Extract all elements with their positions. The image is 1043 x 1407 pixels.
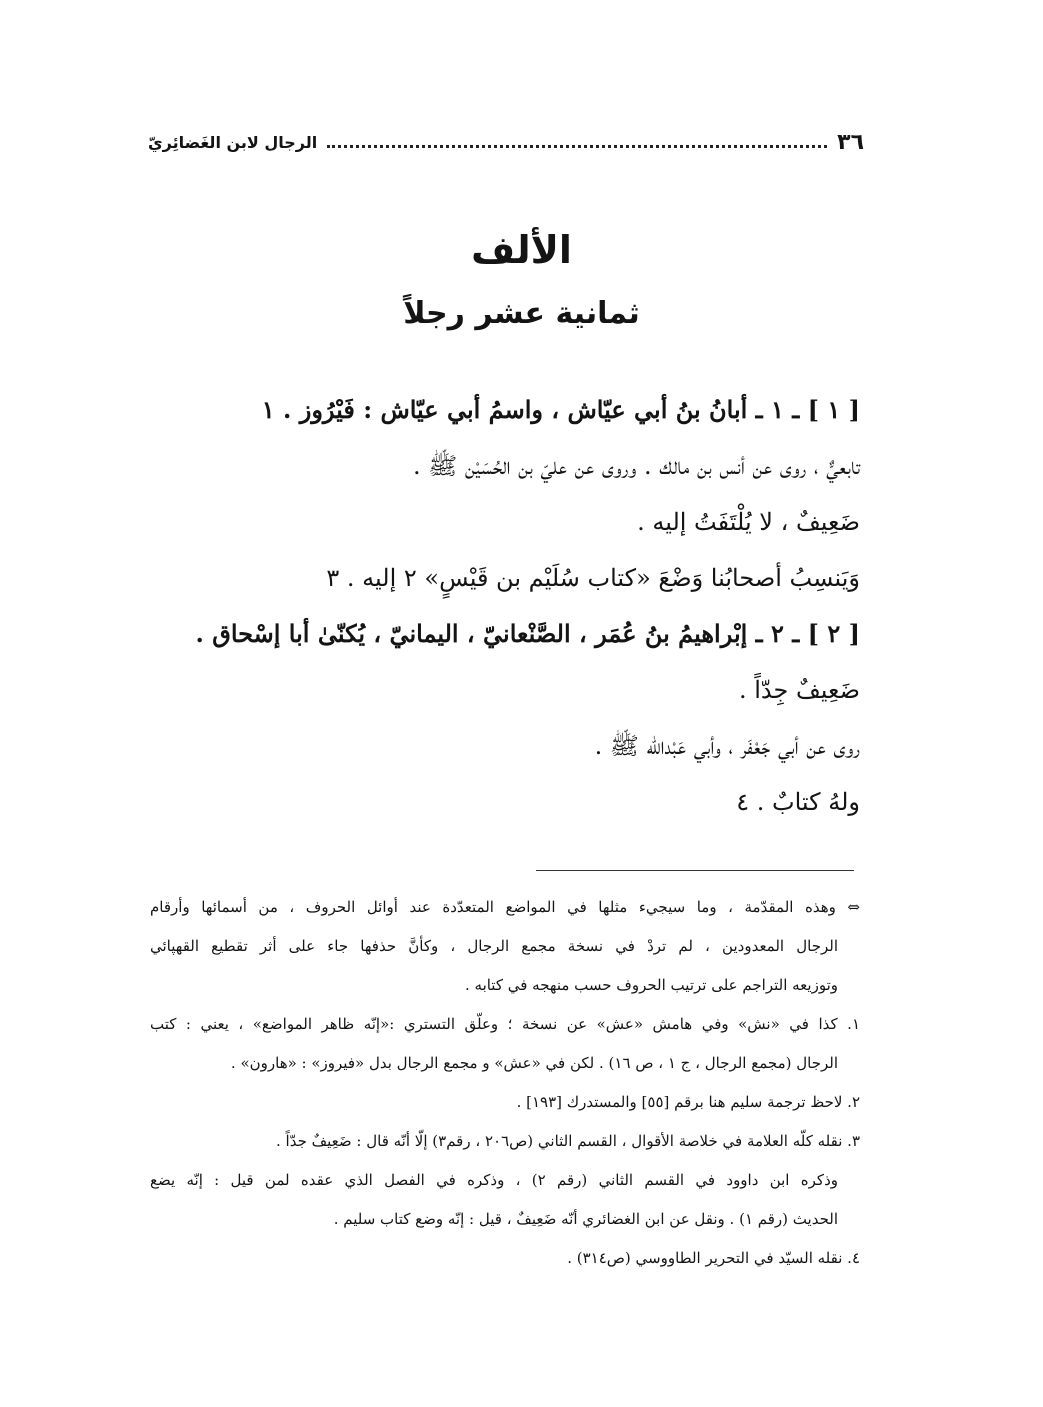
- section-subtitle: ثمانية عشر رجلاً: [403, 296, 640, 331]
- entry-line: تابعيٌّ ، روى عن أنس بن مالك . وروى عن عليّ بن الحُسَيْن ﷺ .: [412, 452, 860, 480]
- entry-line: ضَعِيفٌ جِدّاً .: [738, 676, 860, 704]
- footnote-line: ١. كذا في «نش» وفي هامش «عش» عن نسخة ؛ وعلّق التستري :«إنّه ظاهر المواضع» ، يعني : كتب: [150, 1015, 860, 1033]
- running-header: [148, 124, 864, 160]
- footnote-separator: [536, 870, 854, 871]
- entries-body: [150, 382, 860, 830]
- footnote-line: ٢. لاحظ ترجمة سليم هنا برقم [٥٥] والمستدرك [١٩٣] .: [516, 1093, 860, 1111]
- footnotes: [150, 888, 860, 1278]
- entry-line: ولهُ كتابٌ . ٤: [736, 788, 860, 816]
- footnote-line: الحديث (رقم ١) . ونقل عن ابن الغضائري أنّه ضَعِيفٌ ، قيل : إنّه وضع كتاب سليم .: [333, 1210, 838, 1228]
- entry-line: روى عن أبي جَعْفَر ، وأبي عَبْدالله ﷺ .: [594, 732, 860, 760]
- footnote-line: الرجال المعدودين ، لم تردْ في نسخة مجمع الرجال ، وكأنَّ حذفها جاء على أثر تقطيع القهپائي: [150, 937, 838, 955]
- footnote-line: ⇔ وهذه المقدّمة ، وما سيجيء مثلها في المواضع المتعدّدة عند أوائل الحروف ، من أسمائها وأرقام: [150, 898, 860, 916]
- footnote-line: وذكره ابن داوود في القسم الثاني (رقم ٢) ، وذكره في الفصل الذي عقده لمن قيل : إنّه يضع: [150, 1171, 838, 1189]
- footnote-line: الرجال (مجمع الرجال ، ج ١ ، ص ١٦) . لكن في «عش» و مجمع الرجال بدل «فيروز» : «هارون» .: [230, 1054, 838, 1072]
- entry-line: ضَعِيفٌ ، لا يُلْتَفَتُ إليه .: [637, 508, 860, 536]
- entry-line: [ ١ ] ـ ١ ـ أبانُ بنُ أبي عيّاش ، واسمُ أبي عيّاش : فَيْرُوز . ١: [261, 395, 860, 424]
- footnote-line: ٣. نقله كلّه العلامة في خلاصة الأقوال ، القسم الثاني (ص٢٠٦ ، رقم٣) إلّا أنّه قال : ضَعِيفٌ جدّاً .: [276, 1132, 860, 1150]
- header-dotted-leader: [327, 145, 827, 148]
- footnote-line: وتوزيعه التراجم على ترتيب الحروف حسب منهجه في كتابه .: [464, 976, 838, 994]
- entry-line: [ ٢ ] ـ ٢ ـ إبْراهيمُ بنُ عُمَر ، الصَّنْعانيّ ، اليمانيّ ، يُكنّىٰ أبا إسْحاق .: [195, 619, 860, 648]
- footnote-line: ٤. نقله السيّد في التحرير الطاووسي (ص٣١٤) .: [567, 1249, 860, 1267]
- entry-line: وَيَنسِبُ أصحابُنا وَضْعَ «كتاب سُلَيْم بن قَيْسٍ» ٢ إليه . ٣: [326, 564, 860, 592]
- running-title: الرجال لابن الغَضائِريّ: [148, 132, 318, 152]
- page-number: ٣٦: [837, 129, 864, 155]
- section-title: الألف: [471, 228, 572, 272]
